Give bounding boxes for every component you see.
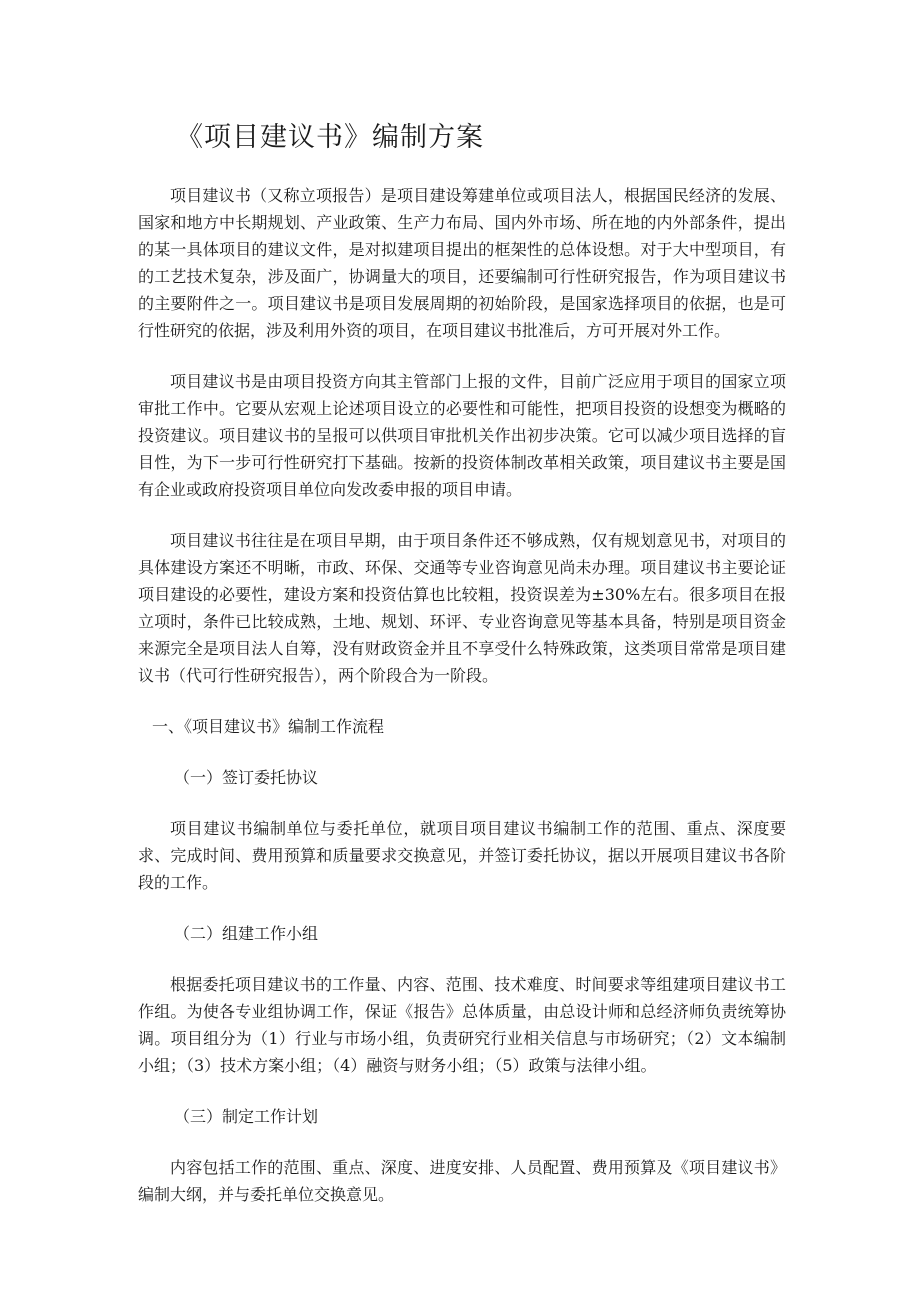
subsection-heading-agreement: （一）签订委托协议 — [174, 768, 319, 787]
intro-paragraph-1: 项目建议书（又称立项报告）是项目建设筹建单位或项目法人，根据国民经济的发展、国家和地方中长期规划、产业政策、生产力布局、国内外市场、所在地的内外部条件，提出的某一具体项目的建议文件，是对拟建项目提出的框架性的总体设想。对于大中型项目，有的工艺技术复杂，涉及面广，协调量大的项目，还要编制可行性研究报告，作为项目建议书的主要附件之一。项目建议书是项目发展周期的初始阶段，是国家选择项目的依据，也是可行性研究的依据，涉及利用外资的项目，在项目建议书批准后，方可开展对外工作。 — [138, 186, 786, 340]
document-title: 《项目建议书》编制方案 — [176, 122, 484, 153]
subsection-text-team: 根据委托项目建议书的工作量、内容、范围、技术难度、时间要求等组建项目建议书工作组。为使各专业组协调工作，保证《报告》总体质量，由总设计师和总经济师负责统筹协调。项目组分为（1）行业与市场小组，负责研究行业相关信息与市场研究；（2）文本编制小组；（3）技术方案小组；（4）融资与财务小组；（5）政策与法律小组。 — [138, 975, 786, 1075]
intro-paragraph-3: 项目建议书往往是在项目早期，由于项目条件还不够成熟，仅有规划意见书，对项目的具体建设方案还不明晰，市政、环保、交通等专业咨询意见尚未办理。项目建议书主要论证项目建设的必要性，建设方案和投资估算也比较粗，投资误差为±30%左右。很多项目在报立项时，条件已比较成熟，土地、规划、环评、专业咨询意见等基本具备，特别是项目资金来源完全是项目法人自筹，没有财政资金并且不享受什么特殊政策，这类项目常常是项目建议书（代可行性研究报告），两个阶段合为一阶段。 — [138, 531, 786, 685]
subsection-text-agreement: 项目建议书编制单位与委托单位，就项目项目建议书编制工作的范围、重点、深度要求、完成时间、费用预算和质量要求交换意见，并签订委托协议，据以开展项目建议书各阶段的工作。 — [138, 819, 786, 892]
subsection-heading-plan: （三）制定工作计划 — [174, 1107, 319, 1126]
section-heading-workflow: 一、《项目建议书》编制工作流程 — [152, 717, 385, 736]
document-body — [138, 182, 786, 1232]
intro-paragraph-2: 项目建议书是由项目投资方向其主管部门上报的文件，目前广泛应用于项目的国家立项审批工作中。它要从宏观上论述项目设立的必要性和可能性，把项目投资的设想变为概略的投资建议。项目建议书的呈报可以供项目审批机关作出初步决策。它可以减少项目选择的盲目性，为下一步可行性研究打下基础。按新的投资体制改革相关政策，项目建议书主要是国有企业或政府投资项目单位向发改委申报的项目申请。 — [138, 372, 786, 499]
subsection-text-plan: 内容包括工作的范围、重点、深度、进度安排、人员配置、费用预算及《项目建议书》编制大纲，并与委托单位交换意见。 — [138, 1158, 786, 1204]
subsection-heading-team: （二）组建工作小组 — [174, 924, 319, 943]
